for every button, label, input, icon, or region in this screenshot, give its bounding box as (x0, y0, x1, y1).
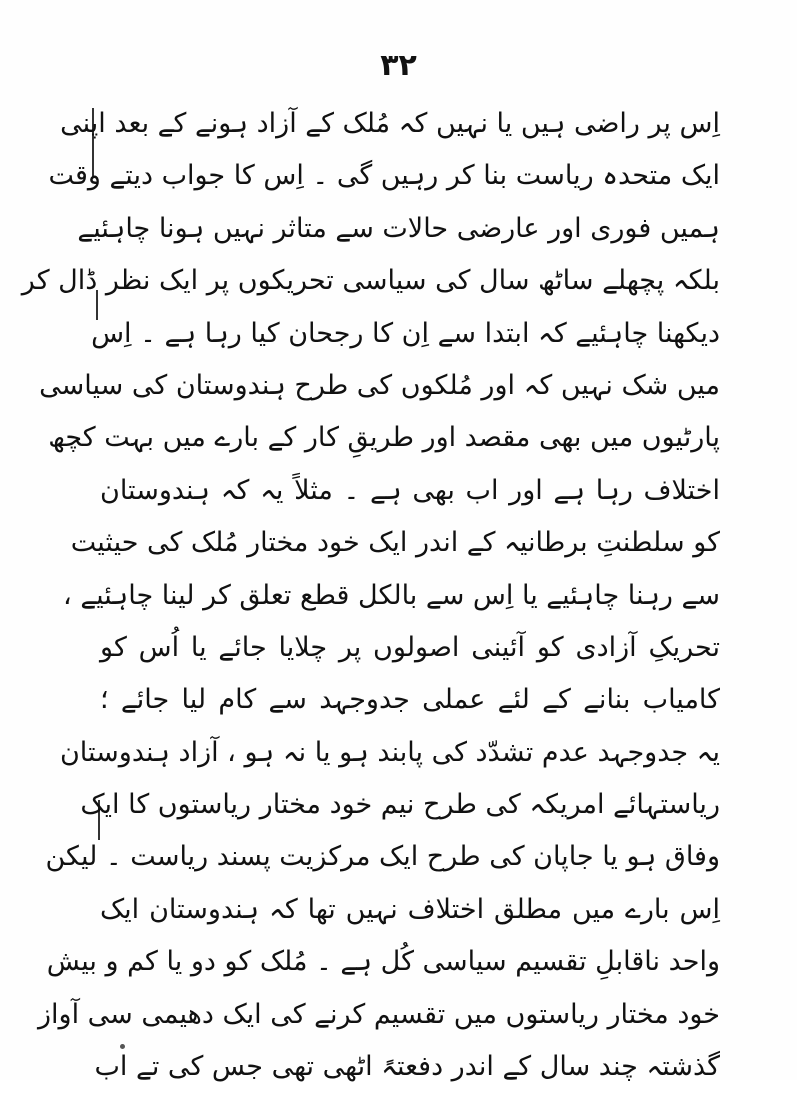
text-line: ایک متحدہ ریاست بنا کر رہیں گی ۔ اِس کا جواب دیتے وقت (48, 160, 720, 192)
text-line: یہ جدوجہد عدم تشدّد کی پابند ہو یا نہ ہو ، آزاد ہندوستان (59, 736, 720, 768)
text-line: دیکھنا چاہئیے کہ ابتدا سے اِن کا رجحان کیا رہا ہے ۔ اِس (91, 317, 720, 349)
text-line: سے رہنا چاہئیے یا اِس سے بالکل قطع تعلق کر لینا چاہئیے ، (63, 579, 720, 611)
text-line: اختلاف رہا ہے اور اب بھی ہے ۔ مثلاً یہ کہ ہندوستان (100, 474, 720, 506)
text-line: خود مختار ریاستوں میں تقسیم کرنے کی ایک دھیمی سی آواز (37, 998, 720, 1030)
page-number: ۳۲ (380, 48, 417, 83)
text-line: واحد ناقابلِ تقسیم سیاسی کُل ہے ۔ مُلک کو دو یا کم و بیش (46, 946, 720, 978)
text-line: ہمیں فوری اور عارضی حالات سے متاثر نہیں ہونا چاہئیے (77, 212, 720, 244)
text-line: وفاق ہو یا جاپان کی طرح ایک مرکزیت پسند ریاست ۔ لیکن (45, 841, 720, 873)
text-line: میں شک نہیں کہ اور مُلکوں کی طرح ہندوستان کی سیاسی (39, 369, 720, 401)
text-line: تحریکِ آزادی کو آئینی اصولوں پر چلایا جائے یا اُس کو (100, 631, 720, 663)
text-line: ریاستہائے امریکہ کی طرح نیم خود مختار ریاستوں کا ایک (80, 789, 720, 821)
text-line: اِس پر راضی ہیں یا نہیں کہ مُلک کے آزاد ہونے کے بعد اپنی (60, 108, 720, 139)
body-text (21, 98, 720, 1093)
text-line: گذشتہ چند سال کے اندر دفعتہً اٹھی تھی جس کی تے اب (94, 1051, 720, 1083)
text-line: پارٹیوں میں بھی مقصد اور طریقِ کار کے بارے میں بہت کچھ (48, 422, 720, 454)
text-line: بلکہ پچھلے ساٹھ سال کی سیاسی تحریکوں پر ایک نظر ڈال کر (21, 265, 720, 297)
text-line: کامیاب بنانے کے لئے عملی جدوجہد سے کام لیا جائے ؛ (100, 684, 720, 716)
text-line: اِس بارے میں مطلق اختلاف نہیں تھا کہ ہندوستان ایک (100, 893, 720, 925)
text-line: کو سلطنتِ برطانیہ کے اندر ایک خود مختار مُلک کی حیثیت (70, 527, 720, 559)
